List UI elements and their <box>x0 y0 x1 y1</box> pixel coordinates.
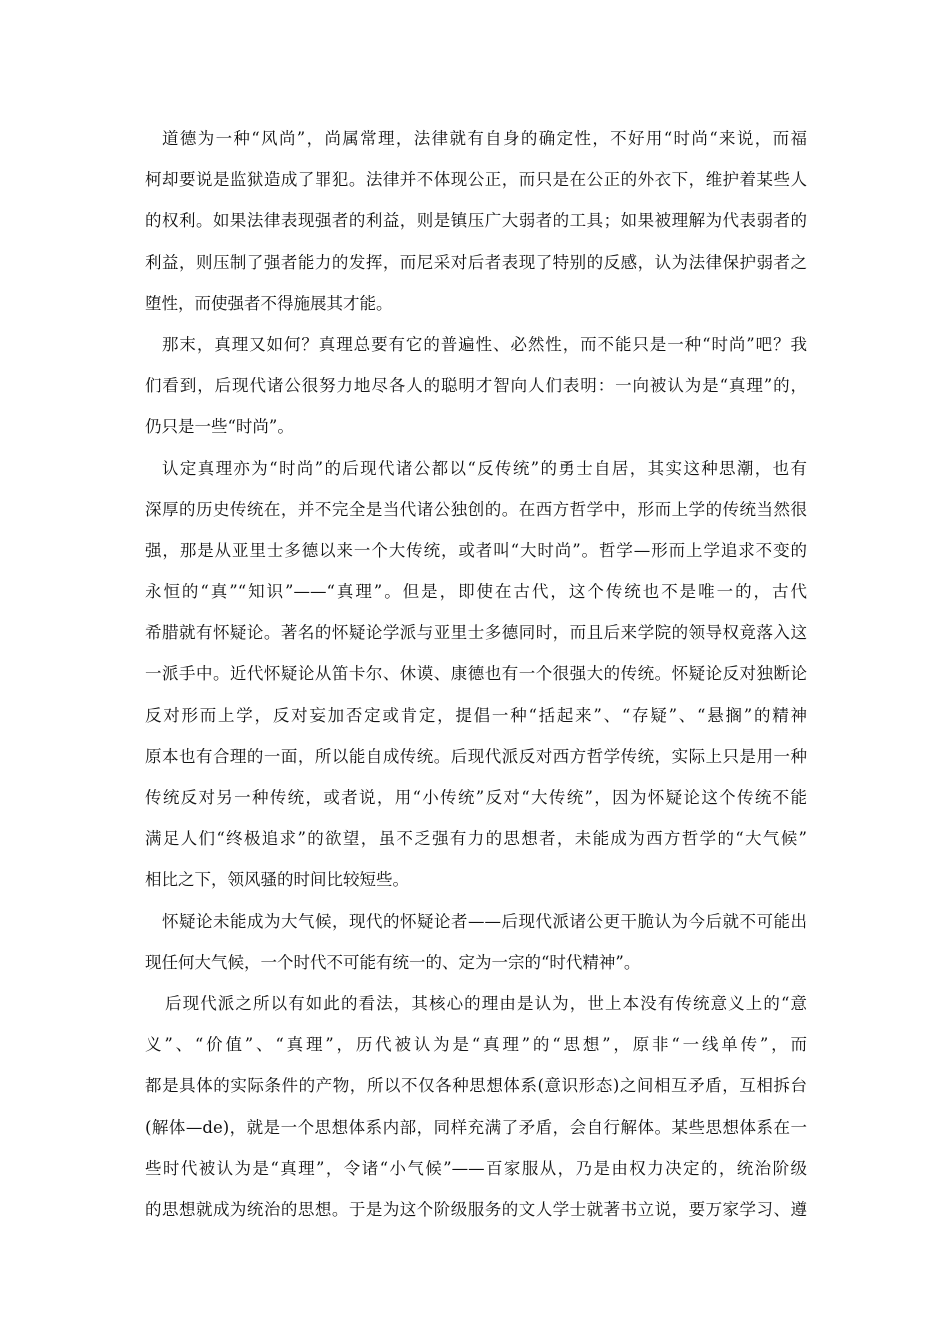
text-line: 利益，则压制了强者能力的发挥，而尼采对后者表现了特别的反感，认为法律保护弱者之 <box>145 252 807 272</box>
text-line: 们看到，后现代诸公很努力地尽各人的聪明才智向人们表明：一向被认为是“真理”的， <box>145 376 807 396</box>
text-line: (解体—de)，就是一个思想体系内部，同样充满了矛盾，会自行解体。某些思想体系在一 <box>145 1117 807 1137</box>
text-line: 怀疑论未能成为大气候，现代的怀疑论者——后现代派诸公更干脆认为今后就不可能出 <box>162 911 807 931</box>
text-line: 义”、“价值”、“真理”，历代被认为是“真理”的“思想”，原非“一线单传”，而 <box>145 1035 807 1055</box>
text-line: 一派手中。近代怀疑论从笛卡尔、休谟、康德也有一个很强大的传统。怀疑论反对独断论 <box>145 664 807 684</box>
text-line: 认定真理亦为“时尚”的后现代诸公都以“反传统”的勇士自居，其实这种思潮，也有 <box>162 458 807 478</box>
text-line: 相比之下，领风骚的时间比较短些。 <box>145 870 409 890</box>
paragraph-morality-law <box>145 118 807 324</box>
text-line: 现任何大气候，一个时代不可能有统一的、定为一宗的“时代精神”。 <box>145 952 641 972</box>
text-line: 都是具体的实际条件的产物，所以不仅各种思想体系(意识形态)之间相互矛盾，互相拆台 <box>145 1076 807 1096</box>
text-line: 些时代被认为是“真理”，令诸“小气候”——百家服从，乃是由权力决定的，统治阶级 <box>145 1158 807 1178</box>
text-line: 传统反对另一种传统，或者说，用“小传统”反对“大传统”，因为怀疑论这个传统不能 <box>145 788 807 807</box>
paragraph-skepticism-tradition <box>145 448 807 901</box>
text-line: 道德为一种“风尚”，尚属常理，法律就有自身的确定性，不好用“时尚“来说，而福 <box>162 129 807 148</box>
text-line: 后现代派之所以有如此的看法，其核心的理由是认为，世上本没有传统意义上的“意 <box>165 993 807 1013</box>
text-line: 柯却要说是监狱造成了罪犯。法律并不体现公正，而只是在公正的外衣下，维护着某些人 <box>145 170 807 190</box>
text-line: 的权利。如果法律表现强者的利益，则是镇压广大弱者的工具；如果被理解为代表弱者的 <box>145 211 807 231</box>
paragraph-truth-fashion <box>145 324 807 448</box>
text-line: 的思想就成为统治的思想。于是为这个阶级服务的文人学士就著书立说，要万家学习、遵 <box>145 1199 807 1219</box>
text-line: 那末，真理又如何？真理总要有它的普遍性、必然性，而不能只是一种“时尚”吧？我 <box>162 334 807 354</box>
text-line: 原本也有合理的一面，所以能自成传统。后现代派反对西方哲学传统，实际上只是用一种 <box>145 746 807 766</box>
paragraph-postmodern-core <box>145 983 807 1230</box>
text-line: 深厚的历史传统在，并不完全是当代诸公独创的。在西方哲学中，形而上学的传统当然很 <box>145 499 807 519</box>
text-line: 堕性，而使强者不得施展其才能。 <box>145 293 393 313</box>
paragraph-no-climate <box>145 901 807 983</box>
text-line: 永恒的“真”“知识”——“真理”。但是，即使在古代，这个传统也不是唯一的，古代 <box>145 582 807 602</box>
text-line: 满足人们“终极追求”的欲望，虽不乏强有力的思想者，未能成为西方哲学的“大气候” <box>145 829 807 849</box>
text-line: 反对形而上学，反对妄加否定或肯定，提倡一种“括起来”、“存疑”、“悬搁”的精神 <box>145 705 807 725</box>
document-body <box>145 118 807 1230</box>
text-line: 强，那是从亚里士多德以来一个大传统，或者叫“大时尚”。哲学—形而上学追求不变的 <box>145 540 807 560</box>
text-line: 仍只是一些“时尚”。 <box>145 417 294 437</box>
text-line: 希腊就有怀疑论。著名的怀疑论学派与亚里士多德同时，而且后来学院的领导权竟落入这 <box>145 623 807 643</box>
